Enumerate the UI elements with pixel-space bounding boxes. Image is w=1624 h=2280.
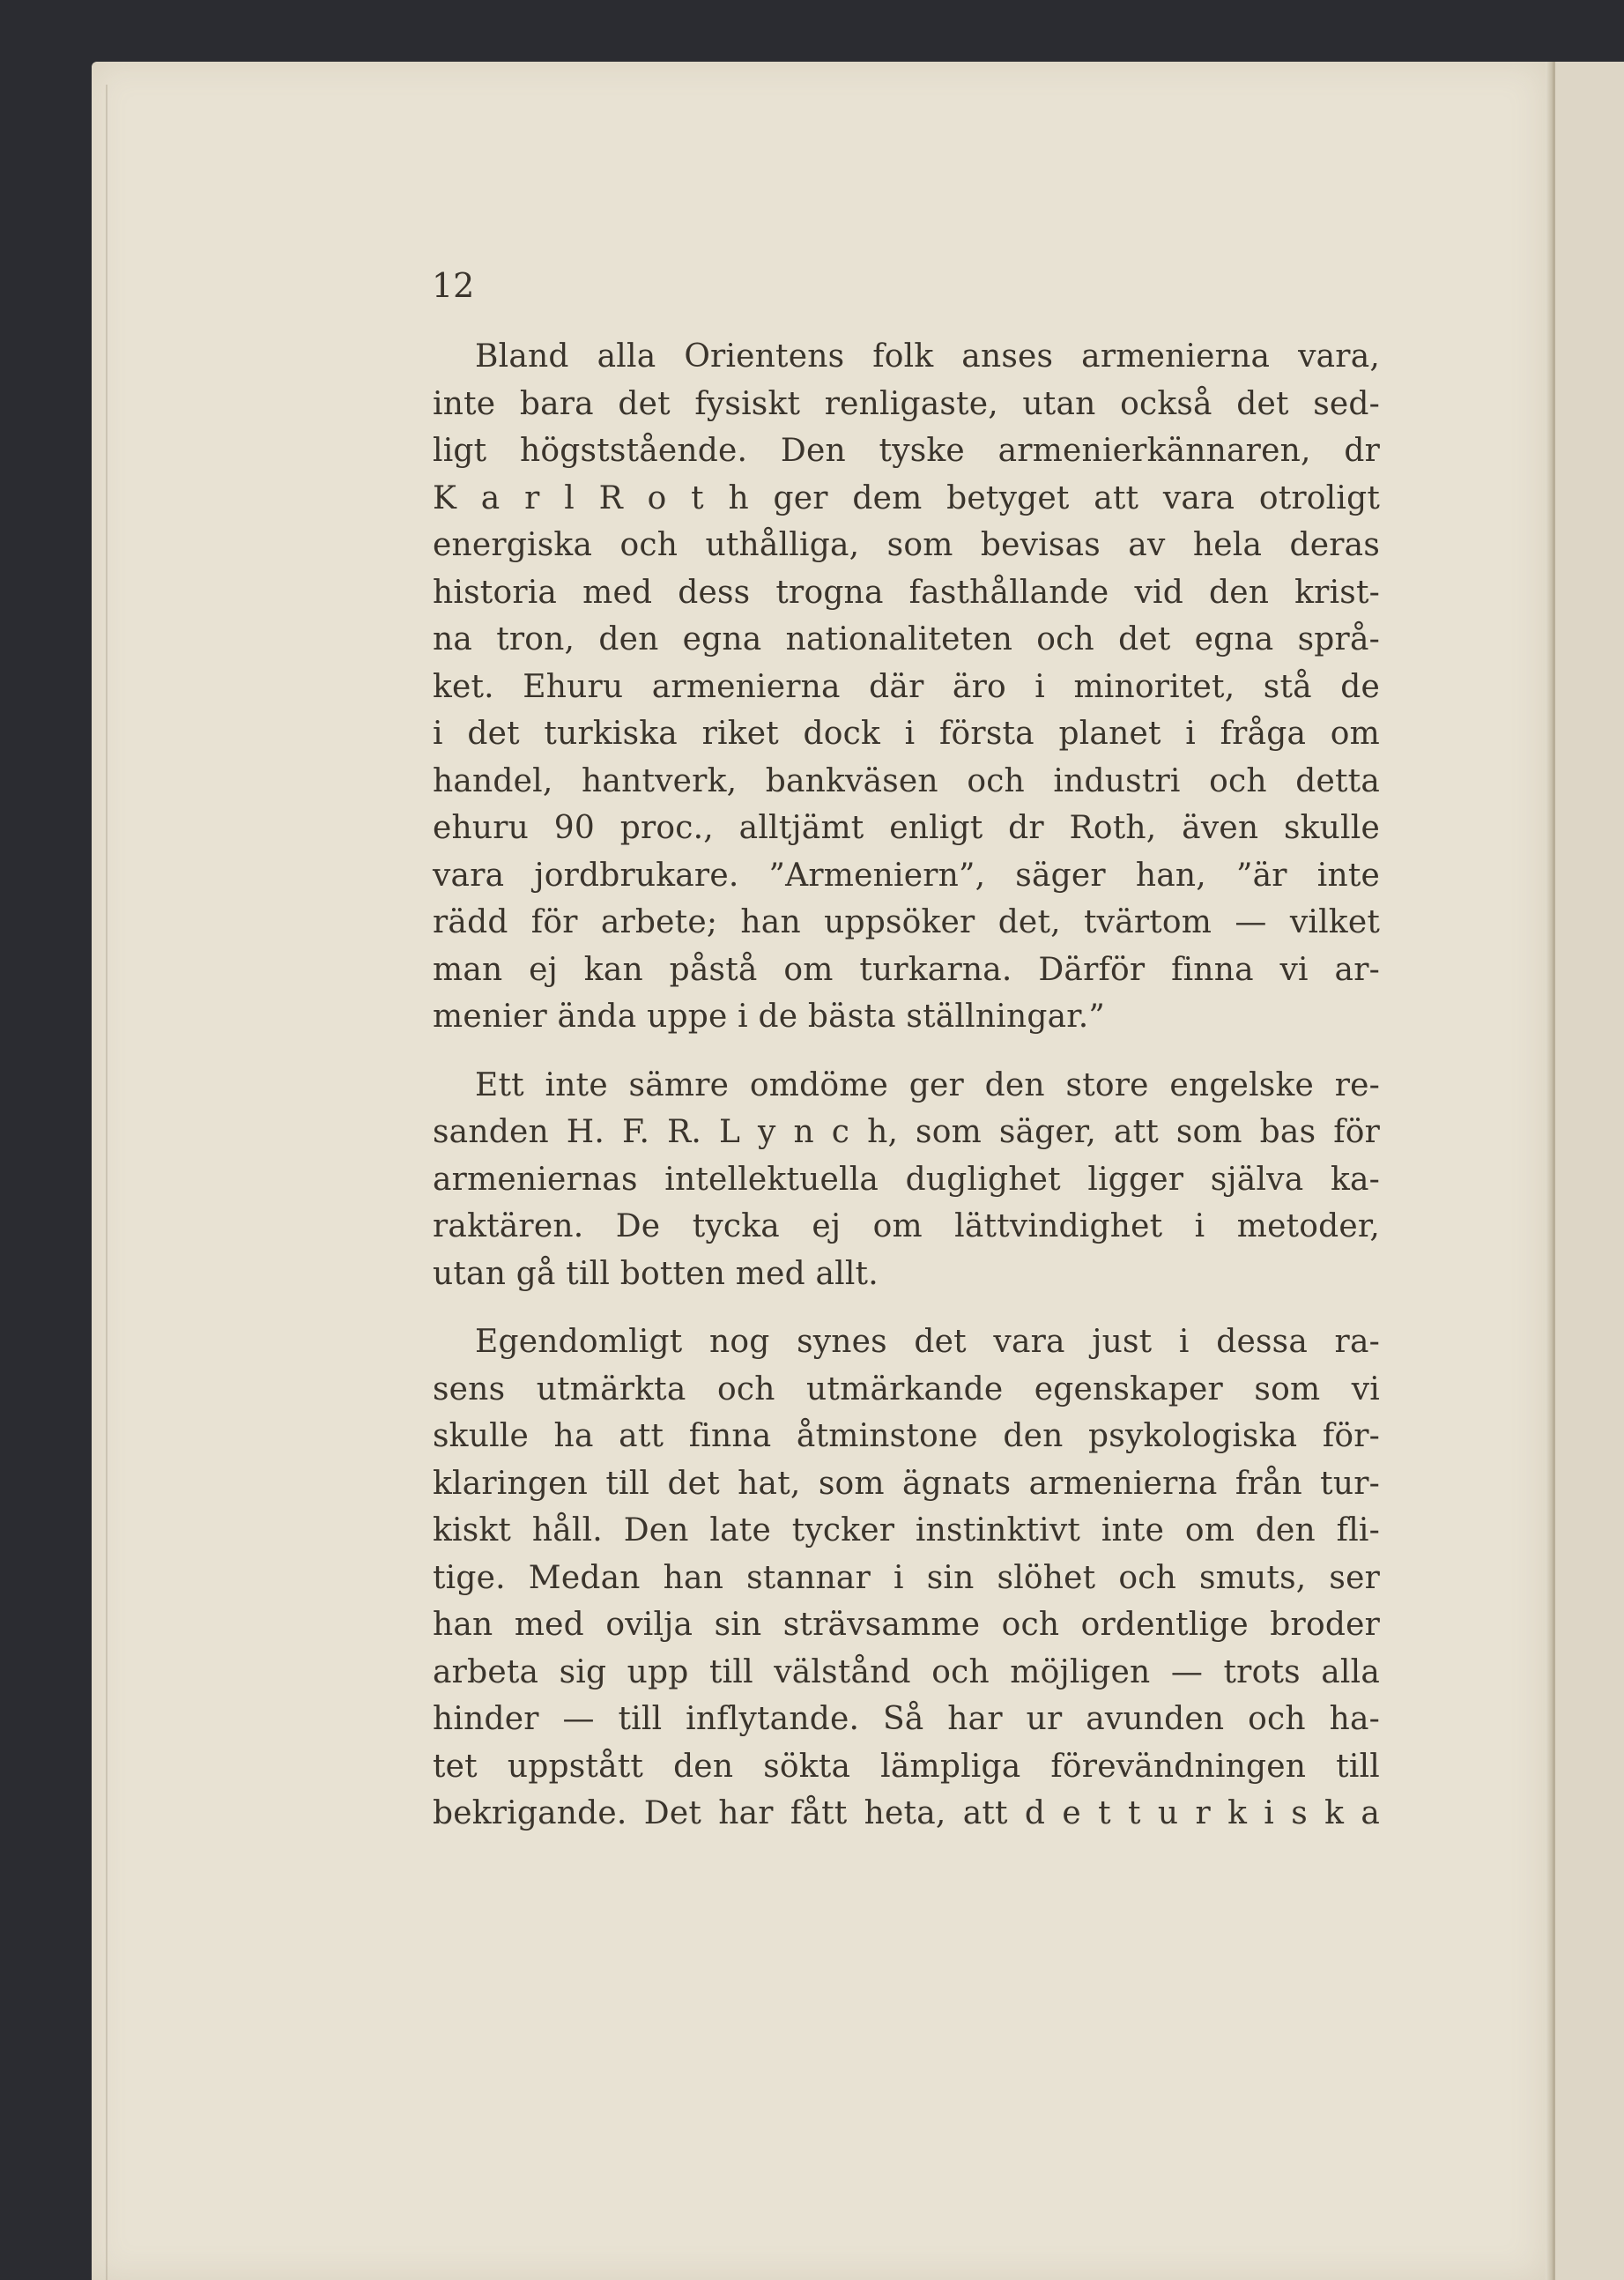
text-line: i det turkiska riket dock i första planet i fråga om [433,716,1380,752]
text-line: han med ovilja sin strävsamme och ordentlige broder [433,1607,1380,1643]
paragraph-1 [433,333,1380,1041]
paragraph-spacing [433,1041,1380,1062]
text-line: hinder — till inflytande. Så har ur avunden och ha- [433,1701,1380,1737]
text-line: kiskt håll. Den late tycker instinktivt inte om den fli- [433,1512,1380,1548]
text-line: klaringen till det hat, som ägnats armenierna från tur- [433,1465,1380,1502]
text-line: K a r l R o t h ger dem betyget att vara otroligt [433,479,1380,516]
text-line: na tron, den egna nationaliteten och det egna språ- [433,621,1380,657]
text-line: inte bara det fysiskt renligaste, utan också det sed- [433,385,1380,422]
text-line: skulle ha att finna åtminstone den psykologiska för- [433,1418,1380,1454]
page-edge-shadow [106,85,152,2280]
text-line: Egendomligt nog synes det vara just i dessa ra- [475,1324,1380,1360]
facing-page-edge [1553,62,1624,2280]
text-line: utan gå till botten med allt. [433,1255,879,1292]
page-number: 12 [432,266,475,305]
text-line: rädd för arbete; han uppsöker det, tvärtom — vilket [433,904,1380,940]
text-line: Bland alla Orientens folk anses armenierna vara, [475,338,1380,375]
text-line: bekrigande. Det har fått heta, att d e t t u r k i s k a [433,1795,1380,1831]
text-line: ehuru 90 proc., alltjämt enligt dr Roth, även skulle [433,810,1380,846]
text-line: sens utmärkta och utmärkande egenskaper som vi [433,1370,1380,1407]
text-line: menier ända uppe i de bästa ställningar.” [433,999,1105,1035]
text-line: energiska och uthålliga, som bevisas av hela deras [433,527,1380,563]
text-line: armeniernas intellektuella duglighet ligger själva ka- [433,1161,1380,1198]
text-line: ligt högststående. Den tyske armenierkännaren, dr [433,433,1380,469]
text-line: Ett inte sämre omdöme ger den store engelske re- [475,1066,1380,1103]
paragraph-2 [433,1062,1380,1298]
body-text [433,333,1380,1838]
text-line: sanden H. F. R. L y n c h, som säger, att som bas för [433,1114,1380,1150]
text-line: handel, hantverk, bankväsen och industri och detta [433,762,1380,799]
text-line: tige. Medan han stannar i sin slöhet och smuts, ser [433,1559,1380,1596]
text-line: tet uppstått den sökta lämpliga förevändningen till [433,1748,1380,1785]
text-line: arbeta sig upp till välstånd och möjligen — trots alla [433,1653,1380,1690]
paragraph-3 [433,1318,1380,1838]
text-line: ket. Ehuru armenierna där äro i minoritet, stå de [433,668,1380,705]
text-line: historia med dess trogna fasthållande vid den krist- [433,574,1380,611]
text-line: vara jordbrukare. ”Armeniern”, säger han, ”är inte [433,857,1380,894]
text-line: man ej kan påstå om turkarna. Därför finna vi ar- [433,951,1380,988]
text-line: raktären. De tycka ej om lättvindighet i metoder, [433,1208,1380,1244]
paragraph-spacing [433,1297,1380,1318]
